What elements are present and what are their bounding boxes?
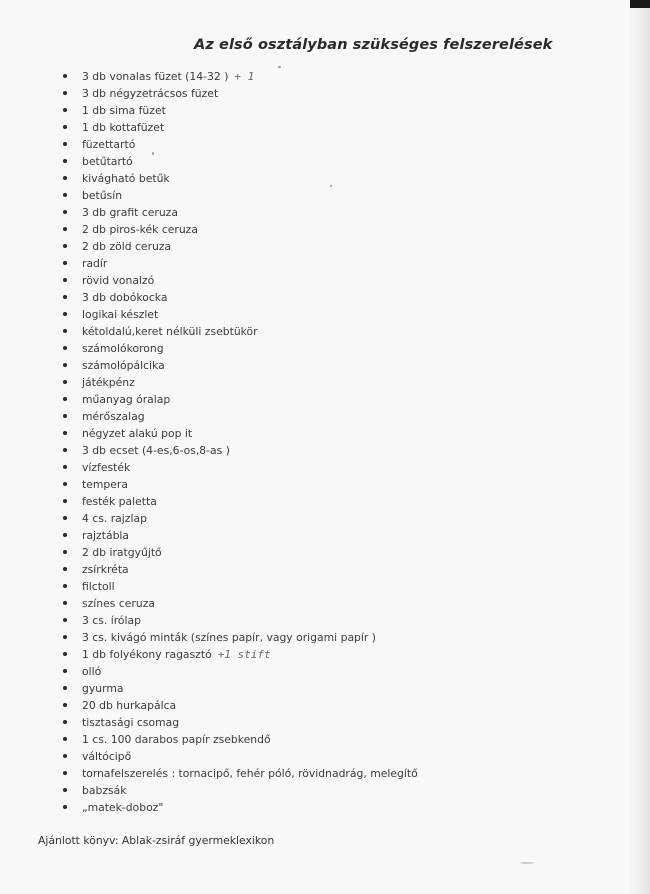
list-item <box>62 782 418 799</box>
list-item-text: 3 db négyzetrácsos füzet <box>82 87 219 100</box>
list-item <box>62 459 418 476</box>
list-item <box>62 544 418 561</box>
list-item <box>62 153 418 170</box>
list-item <box>62 68 418 85</box>
list-item-text: számolókorong <box>82 342 164 355</box>
list-item <box>62 221 418 238</box>
bullet-icon <box>63 550 67 554</box>
list-item-text: négyzet alakú pop it <box>82 427 193 440</box>
bullet-icon <box>63 176 67 180</box>
bullet-icon <box>63 669 67 673</box>
list-item-text: 4 cs. rajzlap <box>82 512 147 525</box>
list-item-text: váltócipő <box>82 750 132 763</box>
list-item <box>62 85 418 102</box>
list-item-text: 3 db dobókocka <box>82 291 168 304</box>
list-item <box>62 238 418 255</box>
list-item-text: mérőszalag <box>82 410 145 423</box>
list-item <box>62 697 418 714</box>
list-item <box>62 119 418 136</box>
list-item <box>62 748 418 765</box>
bullet-icon <box>63 380 67 384</box>
list-item-text: zsírkréta <box>82 563 129 576</box>
list-item <box>62 170 418 187</box>
bullet-icon <box>63 635 67 639</box>
bullet-icon <box>63 278 67 282</box>
list-item <box>62 255 418 272</box>
bullet-icon <box>63 397 67 401</box>
bullet-icon <box>63 91 67 95</box>
list-item-text: 2 db piros-kék ceruza <box>82 223 198 236</box>
list-item <box>62 272 418 289</box>
list-item-text: játékpénz <box>82 376 135 389</box>
bullet-icon <box>63 414 67 418</box>
list-item-text: 3 cs. kivágó minták (színes papír, vagy origami papír ) <box>82 631 376 644</box>
scan-speck <box>278 66 281 68</box>
recommended-book: Ajánlott könyv: Ablak-zsiráf gyermeklexikon <box>38 834 275 847</box>
list-item-text: 3 db vonalas füzet (14-32 ) <box>82 70 229 83</box>
bullet-icon <box>63 482 67 486</box>
list-item <box>62 493 418 510</box>
bullet-icon <box>63 244 67 248</box>
list-item-text: festék paletta <box>82 495 157 508</box>
list-item <box>62 765 418 782</box>
bullet-icon <box>63 227 67 231</box>
list-item-text: kivágható betűk <box>82 172 170 185</box>
bullet-icon <box>63 329 67 333</box>
page-edge <box>628 0 650 894</box>
bullet-icon <box>63 431 67 435</box>
list-item-text: gyurma <box>82 682 124 695</box>
list-item-text: logikai készlet <box>82 308 159 321</box>
bullet-icon <box>63 74 67 78</box>
list-item-text: kétoldalú,keret nélküli zsebtükör <box>82 325 258 338</box>
list-item-text: 3 cs. írólap <box>82 614 142 627</box>
list-item <box>62 578 418 595</box>
bullet-icon <box>63 295 67 299</box>
bullet-icon <box>63 788 67 792</box>
bullet-icon <box>63 312 67 316</box>
list-item <box>62 476 418 493</box>
list-item-text: rajztábla <box>82 529 130 542</box>
list-item-text: „matek-doboz" <box>82 801 164 814</box>
list-item <box>62 102 418 119</box>
scan-edge-mark <box>630 0 650 8</box>
scan-speck <box>520 862 534 864</box>
list-item-text: számolópálcika <box>82 359 165 372</box>
bullet-icon <box>63 584 67 588</box>
supply-list <box>62 68 418 816</box>
list-item-text: babzsák <box>82 784 127 797</box>
list-item-text: 3 db grafit ceruza <box>82 206 178 219</box>
handwritten-note: +1 stift <box>217 648 271 661</box>
list-item-text: műanyag óralap <box>82 393 171 406</box>
list-item-text: betűtartó <box>82 155 133 168</box>
bullet-icon <box>63 125 67 129</box>
bullet-icon <box>63 737 67 741</box>
bullet-icon <box>63 516 67 520</box>
bullet-icon <box>63 142 67 146</box>
list-item <box>62 442 418 459</box>
list-item <box>62 629 418 646</box>
bullet-icon <box>63 363 67 367</box>
handwritten-note: + 1 <box>234 70 255 83</box>
bullet-icon <box>63 533 67 537</box>
scan-speck <box>152 152 154 155</box>
list-item-text: színes ceruza <box>82 597 155 610</box>
bullet-icon <box>63 805 67 809</box>
list-item-text: radír <box>82 257 108 270</box>
list-item-text: olló <box>82 665 102 678</box>
list-item-text: 1 db folyékony ragasztó <box>82 648 212 661</box>
list-item <box>62 680 418 697</box>
bullet-icon <box>63 618 67 622</box>
list-item-text: betűsín <box>82 189 123 202</box>
bullet-icon <box>63 686 67 690</box>
bullet-icon <box>63 703 67 707</box>
bullet-icon <box>63 567 67 571</box>
list-item-text: tornafelszerelés : tornacipő, fehér póló, rövidnadrág, melegítő <box>82 767 418 780</box>
list-item-text: 1 db kottafüzet <box>82 121 165 134</box>
bullet-icon <box>63 465 67 469</box>
list-item-text: 2 db iratgyűjtő <box>82 546 162 559</box>
bullet-icon <box>63 193 67 197</box>
list-item <box>62 391 418 408</box>
bullet-icon <box>63 261 67 265</box>
list-item <box>62 425 418 442</box>
list-item-text: 2 db zöld ceruza <box>82 240 172 253</box>
list-item-text: füzettartó <box>82 138 136 151</box>
list-item <box>62 612 418 629</box>
bullet-icon <box>63 108 67 112</box>
list-item <box>62 289 418 306</box>
list-item-text: 20 db hurkapálca <box>82 699 177 712</box>
list-item <box>62 306 418 323</box>
bullet-icon <box>63 159 67 163</box>
list-item-text: 3 db ecset (4-es,6-os,8-as ) <box>82 444 230 457</box>
list-item <box>62 510 418 527</box>
bullet-icon <box>63 448 67 452</box>
list-item <box>62 204 418 221</box>
list-item-text: tempera <box>82 478 128 491</box>
scan-speck <box>330 185 332 187</box>
list-item <box>62 595 418 612</box>
list-item <box>62 357 418 374</box>
bullet-icon <box>63 601 67 605</box>
list-item <box>62 340 418 357</box>
list-item-text: tisztasági csomag <box>82 716 180 729</box>
list-item <box>62 408 418 425</box>
list-item <box>62 561 418 578</box>
bullet-icon <box>63 499 67 503</box>
list-item <box>62 646 418 663</box>
list-item-text: 1 db sima füzet <box>82 104 166 117</box>
list-item <box>62 187 418 204</box>
bullet-icon <box>63 754 67 758</box>
list-item <box>62 714 418 731</box>
list-item <box>62 799 418 816</box>
bullet-icon <box>63 771 67 775</box>
list-item <box>62 136 418 153</box>
list-item-text: rövid vonalzó <box>82 274 155 287</box>
list-item-text: vízfesték <box>82 461 131 474</box>
page-title: Az első osztályban szükséges felszerelések <box>194 37 553 53</box>
list-item-text: 1 cs. 100 darabos papír zsebkendő <box>82 733 271 746</box>
list-item-text: filctoll <box>82 580 115 593</box>
list-item <box>62 374 418 391</box>
list-item <box>62 663 418 680</box>
bullet-icon <box>63 720 67 724</box>
list-item <box>62 731 418 748</box>
bullet-icon <box>63 210 67 214</box>
list-item <box>62 527 418 544</box>
bullet-icon <box>63 652 67 656</box>
bullet-icon <box>63 346 67 350</box>
list-item <box>62 323 418 340</box>
